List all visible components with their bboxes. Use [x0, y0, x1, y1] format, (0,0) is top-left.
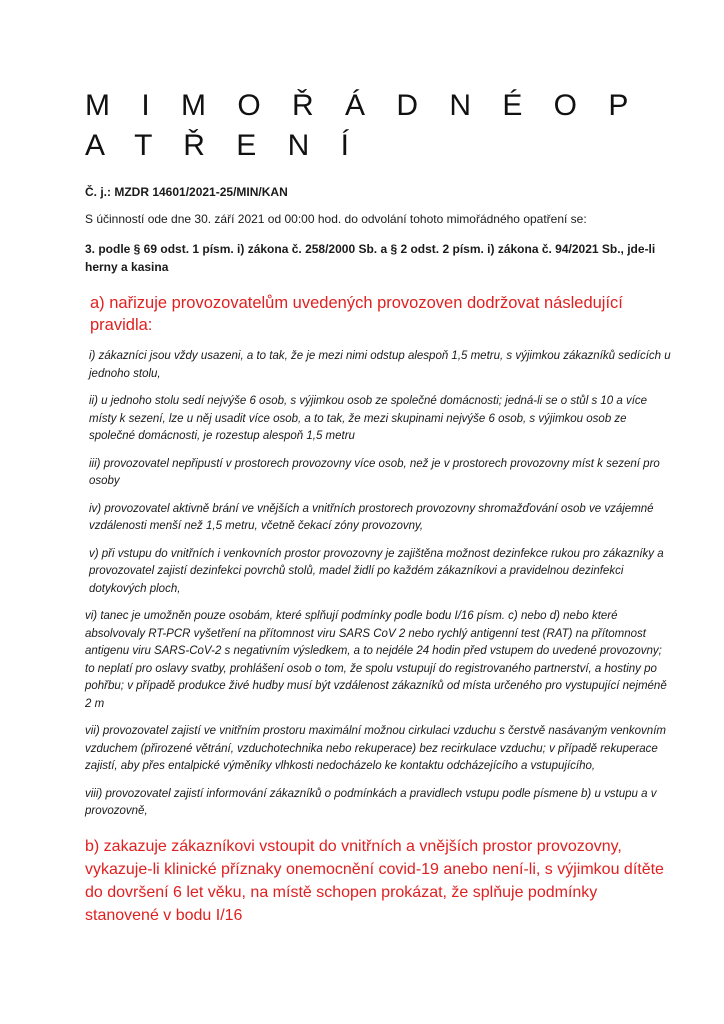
- list-item: iii) provozovatel nepřipustí v prostorech provozovny více osob, než je v prostorech provozovny míst k sezení pro osoby: [89, 457, 660, 487]
- list-item: iv) provozovatel aktivně brání ve vnějších a vnitřních prostorech provozovny shromažďování osob ve vzájemné vzdálenosti menší než 1,5 metru, včetně čekací zóny provozovny,: [89, 502, 654, 532]
- point-b-heading: b) zakazuje zákazníkovi vstoupit do vnitřních a vnějších prostor provozovny, vykazuje-li klinické příznaky onemocnění covid-19 anebo není-li, s výjimkou dítěte do dovršení 6 let věku, na místě schopen prokázat, že splňuje podmínky stanovené v bodu I/16: [85, 837, 664, 924]
- list-item: ii) u jednoho stolu sedí nejvýše 6 osob, s výjimkou osob ze společné domácnosti; jedná-li se o stůl s 10 a více místy k sezení, lze u něj usadit více osob, a to tak, že mezi skupinami nejvýše 6 osob, s výjimkou osob ze společné domácnosti, je rozestup alespoň 1,5 metru: [89, 395, 648, 442]
- list-item: vii) provozovatel zajistí ve vnitřním prostoru maximální možnou cirkulaci vzduchu s čerstvě nasávaným venkovním vzduchem (přirozené větrání, vzduchotechnika nebo rekuperace) bez recirkulace vzduchu; v případě rekuperace zajistí, aby přes entalpické výměníky vlhkosti nedocházelo ke kontaktu odcházejícího a vstupujícího,: [85, 725, 666, 772]
- reference-number: Č. j.: MZDR 14601/2021-25/MIN/KAN: [85, 185, 288, 199]
- intro-paragraph: S účinností ode dne 30. září 2021 od 00:00 hod. do odvolání tohoto mimořádného opatření se:: [85, 212, 587, 226]
- section-heading: 3. podle § 69 odst. 1 písm. i) zákona č. 258/2000 Sb. a § 2 odst. 2 písm. i) zákona č. 94/2021 Sb., jde-li herny a kasina: [85, 242, 656, 274]
- list-item: v) při vstupu do vnitřních i venkovních prostor provozovny je zajištěna možnost dezinfekce rukou pro zákazníky a provozovatel zajistí dezinfekci povrchů stolů, madel židlí po každém zákazníkovi a pravidelnou dezinfekci dotykových ploch,: [89, 547, 664, 595]
- document-title: M I M O Ř Á D N É O P A T Ř E N Í: [85, 89, 640, 162]
- list-item: i) zákazníci jsou vždy usazeni, a to tak, že je mezi nimi odstup alespoň 1,5 metru, s výjimkou zákazníků sedících u jednoho stolu,: [89, 350, 671, 380]
- list-item: vi) tanec je umožněn pouze osobám, které splňují podmínky podle bodu I/16 písm. c) nebo d) nebo které absolvovaly RT-PCR vyšetření na přítomnost viru SARS CoV 2 nebo rychlý antigenní test (RAT) na přítomnost antigenu viru SARS-CoV-2 s negativním výsledkem, a to nejdéle 24 hodin před vstupem do uvedené provozovny; to neplatí pro oslavy svatby, prohlášení osob o tom, že spolu vstupují do registrovaného partnerství, a hostiny po pohřbu; v případě produkce živé hudby musí být vzdálenost zákazníků od místa určeného pro vystupující nejméně 2 m: [85, 610, 667, 710]
- list-item: viii) provozovatel zajistí informování zákazníků o podmínkách a pravidlech vstupu podle písmene b) u vstupu a v provozovně,: [85, 787, 657, 817]
- point-a-heading: a) nařizuje provozovatelům uvedených provozoven dodržovat následující pravidla:: [90, 294, 623, 334]
